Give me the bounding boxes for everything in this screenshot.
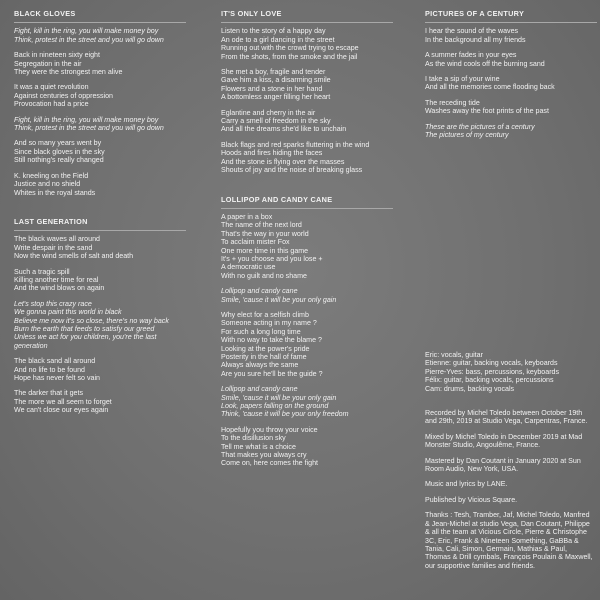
lyric-line: Believe me now it's so close, there's no way back <box>14 316 169 325</box>
lyric-line: Think, protest in the street and you will go down <box>14 124 164 133</box>
lyric-line: Since black gloves in the sky <box>14 147 105 156</box>
lyric-line: Smile, 'cause it will be your only gain <box>221 393 337 402</box>
lyric-line: Running out with the crowd trying to escape <box>221 44 359 53</box>
lyric-line: We can't close our eyes again <box>14 406 109 415</box>
lyric-line: From the shots, from the smoke and the jail <box>221 52 358 61</box>
lyric-line: To the disillusion sky <box>221 434 286 443</box>
lyric-line: Whites in the royal stands <box>14 188 96 197</box>
verse-stanza <box>14 139 204 164</box>
credits-block <box>425 351 593 577</box>
verse-stanza <box>425 27 595 44</box>
lyric-line: Look, papers falling on the ground <box>221 402 329 411</box>
verse-stanza <box>14 172 204 197</box>
lyric-line: We gonna paint this world in black <box>14 308 122 317</box>
lyric-line: Think, protest in the street and you will go down <box>14 35 164 44</box>
band-member: Eric: vocals, guitar <box>425 351 483 359</box>
lyric-line: Posterity in the hall of fame <box>221 353 307 361</box>
lyric-line: Hopefully you throw your voice <box>221 425 318 434</box>
lyric-line: Provocation had a price <box>14 100 89 109</box>
column-middle <box>221 10 416 475</box>
lyric-line: Smile, 'cause it will be your only gain <box>221 295 337 304</box>
lyric-line: Come on, here comes the fight <box>221 459 318 468</box>
band-member: Cam: drums, backing vocals <box>425 384 515 393</box>
song-last-generation <box>14 218 204 415</box>
lyric-line: Justice and no shield <box>14 180 81 189</box>
lyric-line: Gave him a kiss, a disarming smile <box>221 76 331 85</box>
verse-stanza <box>221 311 416 378</box>
lyric-line: To acclaim mister Fox <box>221 238 290 247</box>
lyric-line: A paper in a box <box>221 212 273 221</box>
band-member: Etienne: guitar, backing vocals, keyboards <box>425 359 558 368</box>
verse-stanza <box>425 99 595 116</box>
verse-stanza <box>14 83 204 108</box>
song-it-s-only-love <box>221 10 416 175</box>
chorus-stanza <box>14 300 204 350</box>
lyric-line: Eglantine and cherry in the air <box>221 108 316 117</box>
credit-paragraph: Recorded by Michel Toledo between October 19th and 29th, 2019 at Studio Vega, Carpentras, France. <box>425 409 588 426</box>
lyric-line: generation <box>14 341 48 350</box>
lyric-line: It's + you choose and you lose + <box>221 254 323 263</box>
lyric-line: It was a quiet revolution <box>14 83 89 92</box>
credits-paragraphs <box>425 409 593 570</box>
verse-stanza <box>221 426 416 468</box>
verse-stanza <box>221 68 416 102</box>
lyric-line: Let's stop this crazy race <box>14 299 92 308</box>
lyric-line: Still nothing's really changed <box>14 156 104 165</box>
lyric-line: With no guilt and no shame <box>221 271 307 280</box>
band-members <box>425 351 593 393</box>
lyric-line: With no way to take the blame ? <box>221 336 322 345</box>
verse-stanza <box>221 213 416 280</box>
lyric-line: Flowers and a stone in her hand <box>221 84 323 93</box>
verse-stanza <box>221 27 416 61</box>
song-black-gloves <box>14 10 204 197</box>
lyric-line: They were the strongest men alive <box>14 68 123 77</box>
lyric-line: Looking at the power's pride <box>221 344 310 353</box>
chorus-stanza <box>221 287 416 304</box>
lyric-line: Fight, kill in the ring, you will make money boy <box>14 27 159 36</box>
lyric-line: Such a tragic spill <box>14 267 70 276</box>
credit-paragraph: Mixed by Michel Toledo in December 2019 at Mad Monster Studio, Angoulême, France. <box>425 432 583 450</box>
lyric-line: Black flags and red sparks fluttering in the wind <box>221 140 370 149</box>
lyric-line: Hoods and fires hiding the faces <box>221 149 323 158</box>
lyric-line: And no life to be found <box>14 365 85 374</box>
song-title: IT'S ONLY LOVE <box>221 10 393 23</box>
lyric-line: The receding tide <box>425 98 480 107</box>
lyric-line: The name of the next lord <box>221 221 302 230</box>
band-member: Félix: guitar, backing vocals, percussions <box>425 376 554 385</box>
lyric-line: Against centuries of oppression <box>14 91 113 100</box>
lyric-line: The black sand all around <box>14 357 96 366</box>
chorus-stanza <box>14 27 204 44</box>
credit-paragraph: Thanks : Tesh, Tramber, Jaf, Michel Toledo, Manfred & Jean-Michel at studio Vega, Dan Coutant, Philippe & all the team at Vicious Circle, Pierre & Christophe 3C, Eric, Frank & Nineteen Something, GaBBa & Tania, Cali, Simon, Germain, Mathias & Paul, Thomas & Drill cymbals, François Poulain & Maxwell, our supportive families and friends. <box>425 511 593 570</box>
lyric-line: Now the wind smells of salt and death <box>14 252 134 261</box>
lyric-line: One more time in this game <box>221 246 309 255</box>
lyric-line: Listen to the story of a happy day <box>221 27 326 36</box>
song-title: BLACK GLOVES <box>14 10 186 23</box>
lyric-line: As the wind cools off the burning sand <box>425 59 545 68</box>
lyric-line: Lollipop and candy cane <box>221 287 298 296</box>
lyric-line: The more we all seem to forget <box>14 397 112 406</box>
lyric-line: The black waves all around <box>14 235 100 244</box>
lyric-line: Tell me what is a choice <box>221 442 296 451</box>
lyric-line: A summer fades in your eyes <box>425 51 517 60</box>
lyric-line: Washes away the foot prints of the past <box>425 107 549 116</box>
verse-stanza <box>425 51 595 68</box>
lyric-line: Why elect for a selfish climb <box>221 310 309 319</box>
lyric-line: I hear the sound of the waves <box>425 27 519 36</box>
lyric-line: A bottomless anger filling her heart <box>221 93 331 102</box>
chorus-stanza <box>14 116 204 133</box>
lyric-line: And all the dreams she'd like to unchain <box>221 125 347 134</box>
lyric-line: Think, 'cause it will be your only freedom <box>221 410 349 419</box>
verse-stanza <box>221 109 416 134</box>
lyric-line: Always always the same <box>221 361 299 370</box>
chorus-stanza <box>221 385 416 419</box>
lyric-line: And all the memories come flooding back <box>425 83 555 92</box>
lyric-line: That's the way in your world <box>221 229 309 238</box>
band-member: Pierre-Yves: bass, percussions, keyboards <box>425 367 560 376</box>
lyric-line: Hope has never felt so vain <box>14 374 100 382</box>
lyric-line: Someone acting in my name ? <box>221 319 317 328</box>
lyric-line: Lollipop and candy cane <box>221 385 298 394</box>
lyric-line: And the stone is flying over the masses <box>221 157 345 166</box>
lyric-line: Fight, kill in the ring, you will make money boy <box>14 115 159 124</box>
verse-stanza <box>221 141 416 175</box>
lyric-line: She met a boy, fragile and tender <box>221 68 326 77</box>
lyric-line: The darker that it gets <box>14 389 84 398</box>
verse-stanza <box>14 389 204 414</box>
song-pictures-of-a-century <box>425 10 595 139</box>
lyric-line: And so many years went by <box>14 139 102 148</box>
song-title: PICTURES OF A CENTURY <box>425 10 597 23</box>
lyric-line: Killing another time for real <box>14 275 99 284</box>
credit-paragraph: Mastered by Dan Coutant in January 2020 at Sun Room Audio, New York, USA. <box>425 456 581 474</box>
song-title: LAST GENERATION <box>14 218 186 231</box>
credit-paragraph: Published by Vicious Square. <box>425 495 518 504</box>
lyric-line: Burn the earth that feeds to satisfy our greed <box>14 324 155 333</box>
lyric-line: K. kneeling on the Field <box>14 171 89 180</box>
lyric-line: A democratic use <box>221 263 276 272</box>
verse-stanza <box>14 235 204 260</box>
lyric-line: Carry a smell of freedom in the sky <box>221 117 331 126</box>
lyric-line: Unless we act for you children, you're the last <box>14 333 157 342</box>
chorus-stanza <box>425 123 595 140</box>
lyric-line: In the background all my friends <box>425 35 526 44</box>
verse-stanza <box>425 75 595 92</box>
lyric-line: Write despair in the sand <box>14 243 93 252</box>
lyric-line: Segregation in the air <box>14 59 82 68</box>
column-left <box>14 10 204 422</box>
verse-stanza <box>14 51 204 76</box>
song-title: LOLLIPOP AND CANDY CANE <box>221 196 393 209</box>
lyric-line: I take a sip of your wine <box>425 75 500 84</box>
lyric-line: The pictures of my century <box>425 131 509 140</box>
credit-paragraph: Music and lyrics by LANE. <box>425 480 508 489</box>
verse-stanza <box>14 268 204 293</box>
lyric-line: Shouts of joy and the noise of breaking glass <box>221 166 363 175</box>
lyric-line: These are the pictures of a century <box>425 122 535 131</box>
column-right <box>425 10 595 146</box>
lyric-line: For such a long long time <box>221 327 301 336</box>
lyric-line: Are you sure he'll be the guide ? <box>221 369 323 378</box>
lyric-line: That makes you always cry <box>221 451 307 460</box>
lyric-line: Back in nineteen sixty eight <box>14 51 100 60</box>
lyric-line: And the wind blows on again <box>14 284 105 293</box>
song-lollipop-and-candy-cane <box>221 196 416 468</box>
lyric-line: An ode to a girl dancing in the street <box>221 35 335 44</box>
verse-stanza <box>14 357 204 382</box>
